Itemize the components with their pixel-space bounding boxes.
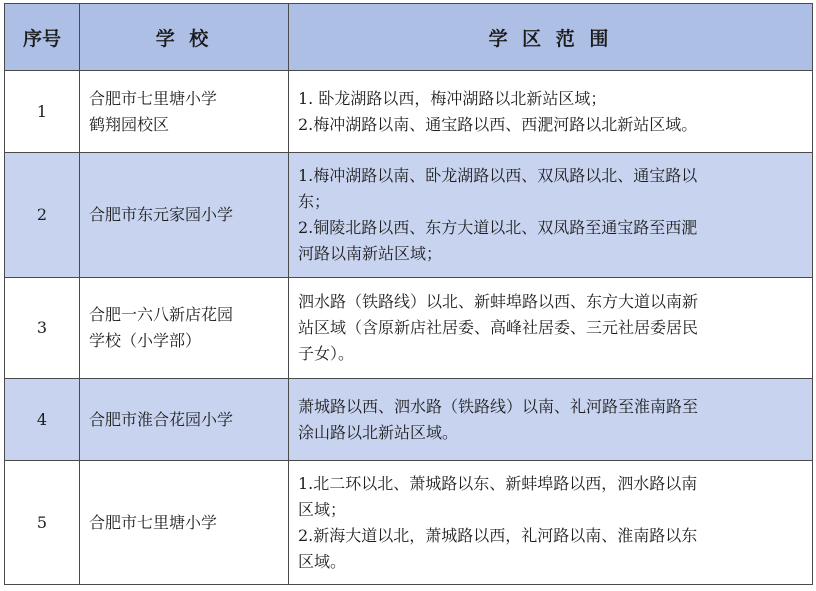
district-scope — [289, 153, 813, 278]
school-name — [80, 153, 289, 278]
school-name-line: 合肥一六八新店花园 — [89, 305, 234, 324]
district-scope-line: 泗水路（铁路线）以北、新蚌埠路以西、东方大道以南新 — [298, 292, 699, 311]
row-number: 3 — [5, 278, 80, 379]
row-number: 1 — [5, 71, 80, 153]
row-number: 4 — [5, 379, 80, 461]
school-name — [80, 461, 289, 585]
school-name — [80, 278, 289, 379]
district-scope — [289, 461, 813, 585]
school-name-line: 鹤翔园校区 — [89, 114, 170, 134]
district-scope — [289, 71, 813, 153]
header-school: 学 校 — [80, 4, 289, 71]
district-scope-line: 2.新海大道以北，萧城路以西，礼河路以南、淮南路以东 — [298, 525, 698, 545]
district-scope-line: 2.梅冲湖路以南、通宝路以西、西淝河路以北新站区域。 — [298, 114, 698, 134]
table-row — [5, 379, 813, 461]
header-number: 序号 — [5, 4, 80, 71]
district-scope — [289, 379, 813, 461]
table-row — [5, 461, 813, 585]
table-row — [5, 153, 813, 278]
district-scope-line: 区域； — [298, 499, 347, 519]
school-name-line: 合肥市七里塘小学 — [89, 88, 218, 108]
district-scope-line: 1. 卧龙湖路以西，梅冲湖路以北新站区域； — [298, 88, 607, 108]
row-number: 5 — [5, 461, 80, 585]
row-number: 2 — [5, 153, 80, 278]
header-area: 学 区 范 围 — [289, 4, 813, 71]
school-name — [80, 379, 289, 461]
district-scope-line: 东； — [298, 192, 331, 211]
district-scope-line: 2.铜陵北路以西、东方大道以北、双凤路至通宝路至西淝 — [298, 218, 698, 237]
district-scope-line: 1.北二环以北、萧城路以东、新蚌埠路以西，泗水路以南 — [298, 473, 698, 493]
district-scope-line: 萧城路以西、泗水路（铁路线）以南、礼河路至淮南路至 — [298, 396, 699, 416]
district-scope-line: 河路以南新站区域； — [298, 244, 443, 263]
school-name-line: 合肥市东元家园小学 — [89, 205, 234, 224]
school-name-line: 学校（小学部） — [89, 331, 202, 350]
district-scope-line: 1.梅冲湖路以南、卧龙湖路以西、双凤路以北、通宝路以 — [298, 166, 698, 185]
header-row — [5, 4, 813, 71]
district-scope — [289, 278, 813, 379]
school-name-line: 合肥市淮合花园小学 — [89, 409, 234, 429]
district-scope-line: 区域。 — [298, 551, 347, 571]
school-name-line: 合肥市七里塘小学 — [89, 512, 218, 532]
table-row — [5, 278, 813, 379]
table-row — [5, 71, 813, 153]
school-district-table — [4, 3, 813, 585]
district-scope-line: 涂山路以北新站区域。 — [298, 422, 459, 442]
school-name — [80, 71, 289, 153]
district-scope-line: 站区域（含原新店社居委、高峰社居委、三元社居委居民 — [298, 318, 699, 337]
district-scope-line: 子女）。 — [298, 344, 355, 363]
